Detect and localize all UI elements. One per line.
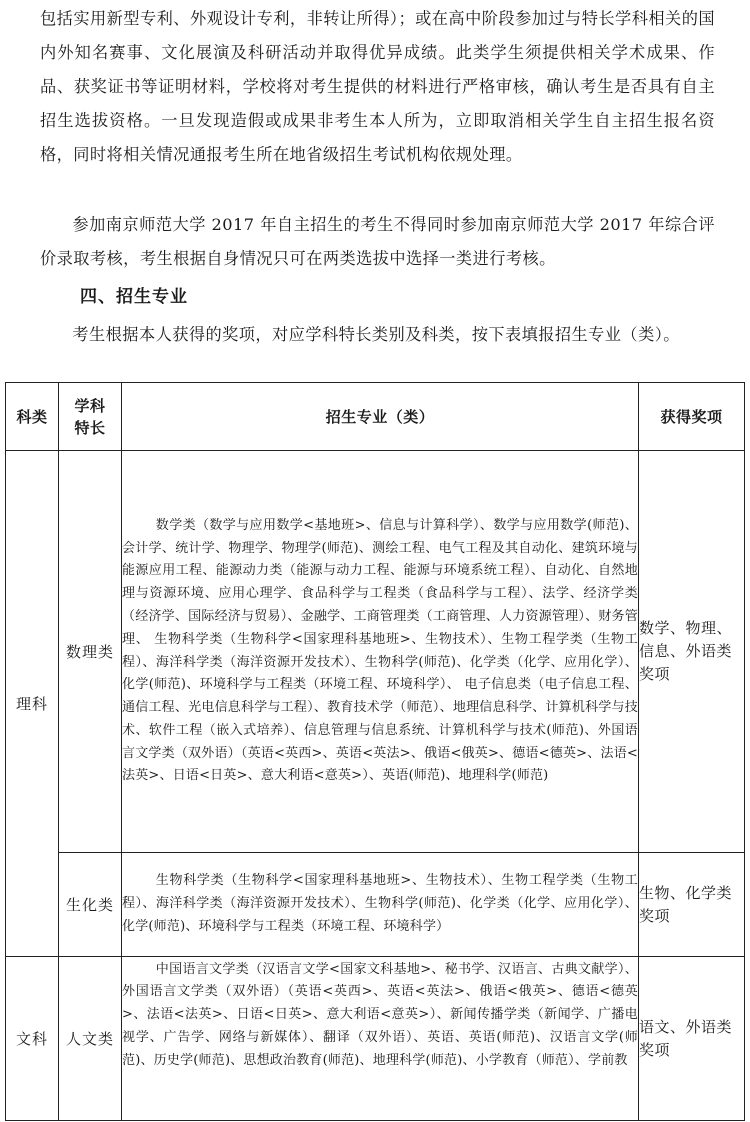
header-category: 科类 bbox=[6, 383, 59, 451]
section-heading: 四、招生专业 bbox=[80, 287, 188, 307]
majors-cell bbox=[122, 957, 639, 1121]
specialty-cell: 人文类 bbox=[59, 957, 122, 1121]
table-row bbox=[6, 853, 745, 957]
header-specialty-text: 学科特长 bbox=[74, 396, 106, 437]
table-row bbox=[6, 451, 745, 853]
header-awards: 获得奖项 bbox=[639, 383, 745, 451]
specialty-cell: 数理类 bbox=[59, 451, 122, 853]
majors-cell: 数学类（数学与应用数学<基地班>、信息与计算科学）、数学与应用数学(师范)、会计学、统计学、物理学、物理学(师范)、测绘工程、电气工程及其自动化、建筑环境与能源应用工程、能源动力类（能源与动力工程、能源与环境系统工程）、自动化、自然地理与资源环境、应用心理学、食品科学与工程类（食品科学与工程）、法学、经济学类（经济学、国际经济与贸易）、金融学、工商管理类（工商管理、人力资源管理）、财务管理、 生物科学类（生物科学<国家理科基地班>、生物技术）、生物工程学类（生物工程）、海洋科学类（海洋资源开发技术）、生物科学(师范)、化学类（化学、应用化学）、化学(师范)、环境科学与工程类（环境工程、环境科学）、 电子信息类（电子信息工程、通信工程、光电信息科学与工程）、教育技术学（师范）、地理信息科学、计算机科学与技术、软件工程（嵌入式培养）、信息管理与信息系统、计算机科学与技术(师范)、外国语言文学类（双外语）（英语<英西>、英语<英法>、俄语<俄英>、德语<德英>、法语<法英>、日语<日英>、意大利语<意英>）、英语(师范)、地理科学(师范) bbox=[122, 451, 639, 853]
header-majors: 招生专业（类） bbox=[122, 383, 639, 451]
category-cell: 理科 bbox=[6, 451, 59, 957]
award-cell: 数学、物理、信息、外语类奖项 bbox=[639, 451, 745, 853]
category-cell: 文科 bbox=[6, 957, 59, 1121]
paragraph-exclusivity: 参加南京师范大学 2017 年自主招生的考生不得同时参加南京师范大学 2017 年综合评价录取考核，考生根据自身情况只可在两类选拔中选择一类进行考核。 bbox=[40, 215, 715, 268]
paragraph-eligibility: 包括实用新型专利、外观设计专利，非转让所得）；或在高中阶段参加过与特长学科相关的国内外知名赛事、文化展演及科研活动并取得优异成绩。此类学生须提供相关学术成果、作品、获奖证书等证明材料，学校将对考生提供的材料进行严格审核，确认考生是否具有自主招生选拔资格。一旦发现造假或成果非考生本人所为，立即取消相关学生自主招生报名资格，同时将相关情况通报考生所在地省级招生考试机构依规处理。 bbox=[40, 9, 715, 164]
header-specialty bbox=[59, 383, 122, 451]
award-cell: 生物、化学类奖项 bbox=[639, 853, 745, 957]
majors-cell-text: 中国语言文学类（汉语言文学<国家文科基地>、秘书学、汉语言、古典文献学）、外国语言文学类（双外语）（英语<英西>、英语<英法>、俄语<俄英>、德语<德英>、法语<法英>、日语<日英>、意大利语<意英>）、新闻传播学类（新闻学、广播电视学、广告学、网络与新媒体）、翻译（双外语）、英语、英语(师范)、汉语言文学(师范)、历史学(师范)、思想政治教育(师范)、地理科学(师范)、小学教育（师范）、学前教 bbox=[122, 961, 638, 1068]
paragraph-instruction: 考生根据本人获得的奖项，对应学科特长类别及科类，按下表填报招生专业（类）。 bbox=[72, 325, 680, 344]
table-header-row bbox=[6, 383, 745, 451]
majors-table bbox=[5, 382, 745, 1121]
majors-cell: 生物科学类（生物科学<国家理科基地班>、生物技术）、生物工程学类（生物工程）、海洋科学类（海洋资源开发技术）、生物科学(师范)、化学类（化学、应用化学）、化学(师范)、环境科学与工程类（环境工程、环境科学） bbox=[122, 853, 639, 957]
award-cell: 语文、外语类奖项 bbox=[639, 957, 745, 1121]
table-row bbox=[6, 957, 745, 1121]
specialty-cell: 生化类 bbox=[59, 853, 122, 957]
